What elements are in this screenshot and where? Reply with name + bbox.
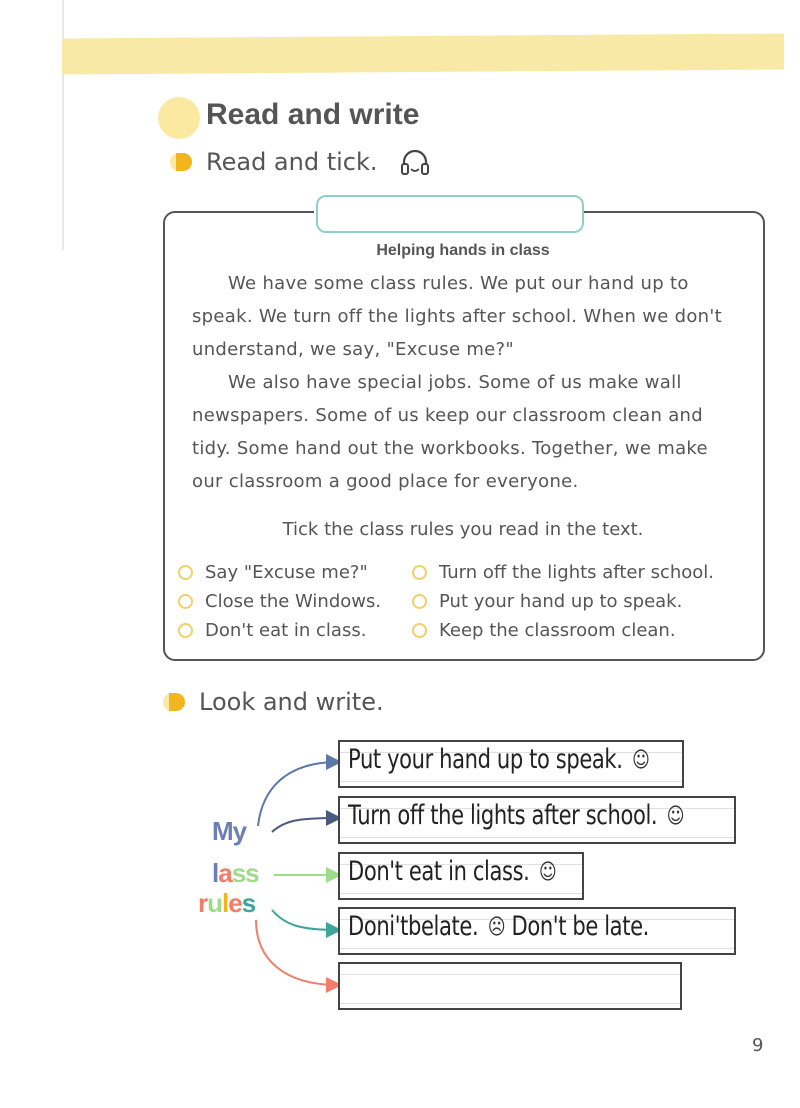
rule-text: Put your hand up to speak. ☺: [348, 744, 650, 775]
reading-title: Helping hands in class: [376, 242, 550, 259]
tick-option-label: Turn off the lights after school.: [439, 561, 715, 583]
rule-box-2[interactable]: [338, 796, 736, 844]
tick-instruction: Tick the class rules you read in the text.: [282, 519, 644, 540]
sad-face-icon: ☹: [487, 915, 506, 940]
mindmap-word-my: My: [212, 816, 247, 846]
page-number: 9: [752, 1035, 764, 1056]
arrow-to-box-2: [272, 818, 338, 832]
rule-box-4[interactable]: [338, 907, 736, 955]
smiley-face-icon: ☺: [538, 860, 557, 885]
tick-option-label: Close the Windows.: [205, 590, 382, 612]
write-section-title: Look and write.: [199, 688, 384, 716]
read-section-title: Read and tick.: [206, 148, 378, 176]
reading-paragraph-2: We also have special jobs. Some of us make wall newspapers. Some of us keep our classroom clean and tidy. Some hand out the workbooks. Together, we make our classroom a good place for everyone.: [192, 372, 708, 492]
arrow-to-box-4: [272, 910, 338, 930]
rule-text: Turn off the lights after school. ☺: [348, 800, 685, 831]
tick-option-label: Put your hand up to speak.: [439, 590, 683, 612]
rule-box-3[interactable]: [338, 852, 584, 900]
arrow-to-box-1: [258, 762, 338, 826]
page-title: Read and write: [206, 98, 420, 131]
tick-option-label: Say "Excuse me?": [205, 561, 368, 583]
rule-text: Doni'tbelate. ☹ Don't be late.: [348, 911, 649, 942]
reading-paragraph-1: We have some class rules. We put our hand up to speak. We turn off the lights after school. When we don't understand, we say, "Excuse me?": [192, 273, 722, 360]
smiley-face-icon: ☺: [666, 804, 685, 829]
smiley-face-icon: ☺: [631, 748, 650, 773]
mindmap-word-class: lass: [212, 858, 259, 888]
tick-option-label: Don't eat in class.: [205, 619, 367, 641]
tick-option-label: Keep the classroom clean.: [439, 619, 676, 641]
rule-box-5[interactable]: [338, 962, 682, 1010]
mindmap-word-rules: rules: [198, 888, 256, 918]
rule-text: Don't eat in class. ☺: [348, 856, 557, 887]
rule-box-1[interactable]: [338, 740, 684, 788]
